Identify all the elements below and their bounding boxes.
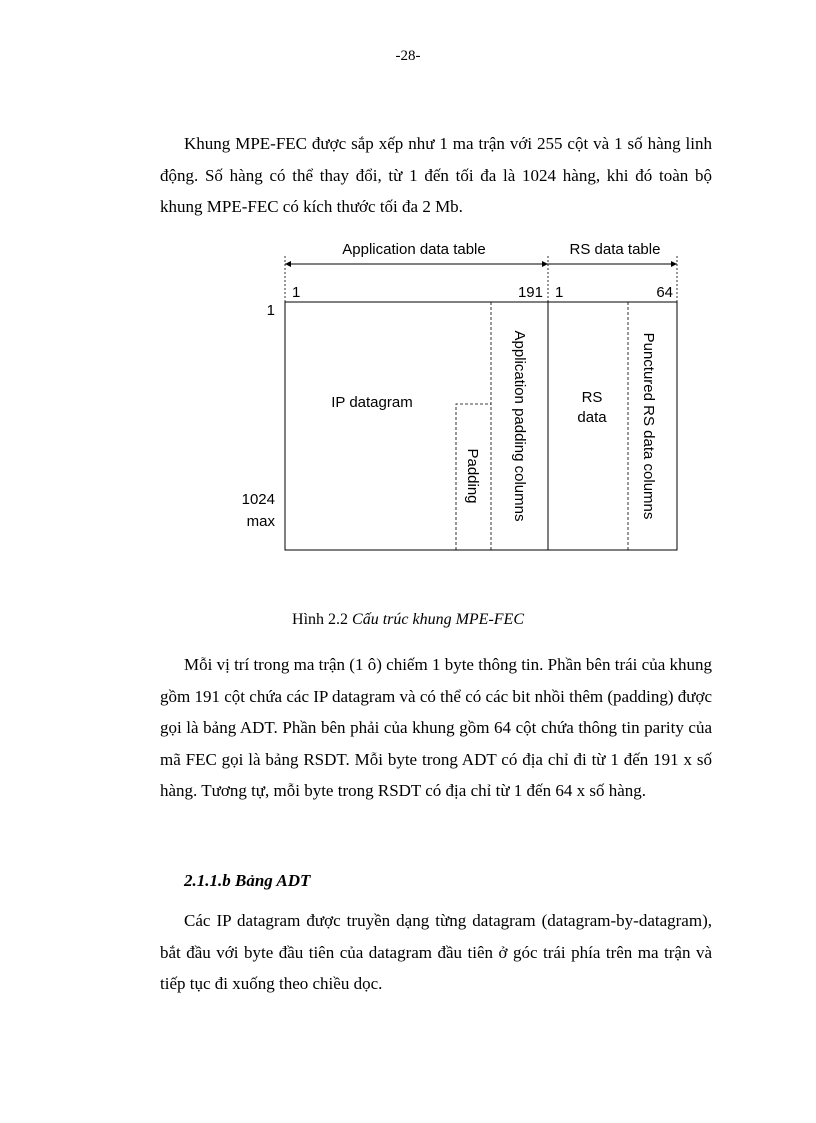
col-start-rs: 1 [555, 284, 564, 301]
rs-data-label-2: data [577, 409, 607, 426]
row-start: 1 [266, 302, 275, 319]
paragraph-frame-structure: Khung MPE-FEC được sắp xếp như 1 ma trận với 255 cột và 1 số hàng linh động. Số hàng có thể thay đổi, từ 1 đến tối đa là 1024 hàng, khi đó toàn bộ khung MPE-FEC có kích thước tối đa 2 Mb. [160, 134, 712, 216]
app-padding-columns-label: Application padding columns [511, 330, 528, 522]
punctured-rs-label: Punctured RS data columns [640, 332, 657, 520]
col-start-app: 1 [292, 284, 301, 301]
arrow-right-head [671, 261, 677, 267]
figure-caption [0, 611, 816, 629]
paragraph-byte-layout: Mỗi vị trí trong ma trận (1 ô) chiếm 1 byte thông tin. Phần bên trái của khung gồm 191 cột chứa các IP datagram và có thể có các bit nhồi thêm (padding) được gọi là bảng ADT. Phần bên phải của khung gồm 64 cột chứa thông tin parity của mã FEC gọi là bảng RSDT. Mỗi byte trong ADT có địa chỉ đi từ 1 đến 191 x số hàng. Tương tự, mỗi byte trong RSDT có địa chỉ từ 1 đến 64 x số hàng. [160, 655, 712, 800]
section-heading: 2.1.1.b Bảng ADT [184, 871, 311, 890]
arrow-mid-head [542, 261, 548, 267]
frame-outline [285, 302, 677, 550]
caption-prefix: Hình 2.2 [292, 611, 349, 628]
page-number: -28- [395, 48, 421, 64]
ip-datagram-label: IP datagram [331, 394, 413, 411]
rs-data-label-1: RS [581, 389, 603, 406]
rs-table-label: RS data table [569, 241, 661, 258]
col-end-rs: 64 [656, 284, 673, 301]
row-end-note: max [246, 513, 275, 530]
mpe-fec-frame-diagram [230, 236, 690, 556]
app-table-label: Application data table [342, 241, 486, 258]
arrow-left-head [285, 261, 291, 267]
row-end: 1024 [241, 491, 275, 508]
caption-title: Cấu trúc khung MPE-FEC [352, 611, 524, 628]
paragraph-datagram-transmission: Các IP datagram được truyền dạng từng datagram (datagram-by-datagram), bắt đầu với byte đầu tiên của datagram đầu tiên ở góc trái phía trên ma trận và tiếp tục đi xuống theo chiều dọc. [160, 911, 712, 993]
padding-label: Padding [464, 448, 481, 504]
col-end-app: 191 [517, 284, 543, 301]
